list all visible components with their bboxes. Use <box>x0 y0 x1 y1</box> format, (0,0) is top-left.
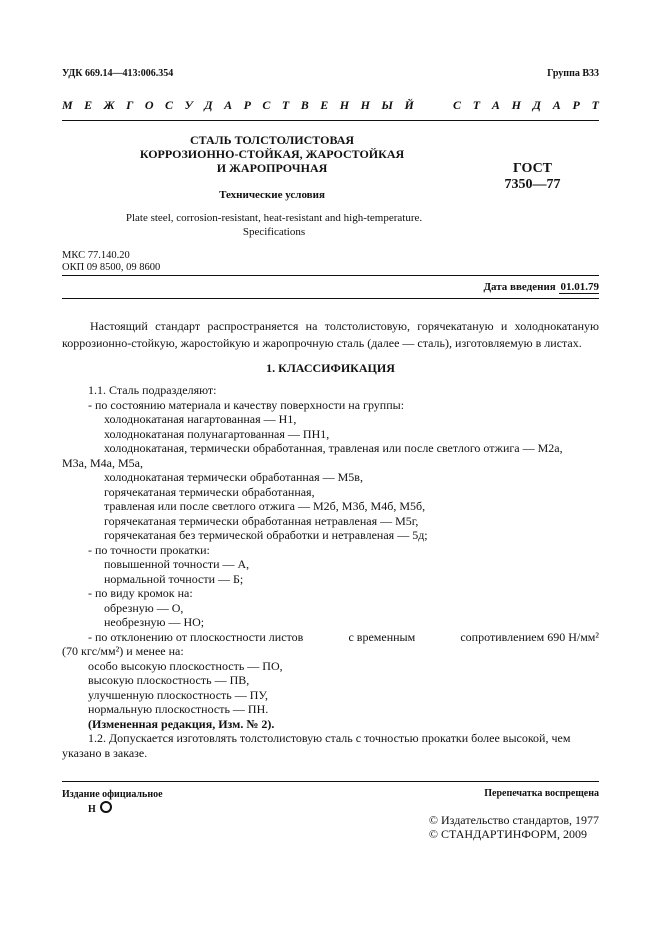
group-1-heading: - по состоянию материала и качеству поверхности на группы: <box>88 397 405 412</box>
intro-paragraph: Настоящий стандарт распространяется на толстолистовую, горячекатаную и холоднокатаную коррозионно-стойкую, жаростойкую и жаропрочную сталь (далее — сталь), изготовляемую в листах. <box>62 319 599 350</box>
header-rule <box>62 120 599 121</box>
ho-letter: Н <box>88 804 96 815</box>
group-3-heading: - по виду кромок на: <box>88 586 193 600</box>
gost-label: ГОСТ <box>512 161 553 176</box>
gost-number: 7350—77 <box>504 177 561 192</box>
list-item: необрезную — НО; <box>104 615 205 629</box>
group-code: Группа В33 <box>547 68 599 79</box>
reprint-notice: Перепечатка воспрещена <box>484 788 599 799</box>
english-title-line-1: Plate steel, corrosion-resistant, heat-resistant and high-temperature. <box>125 212 423 224</box>
english-title-line-2: Specifications <box>242 226 306 238</box>
ho-mark <box>62 801 163 816</box>
copyright-block <box>429 813 599 841</box>
group-4-heading-part: сопротивлением 690 Н/мм² <box>460 629 599 644</box>
udk-code: УДК 669.14—413:006.354 <box>62 68 174 79</box>
list-item: холоднокатаная, термически обработанная, травленая или после светлого отжига — М2а, <box>104 441 563 455</box>
classification-codes <box>62 250 160 274</box>
footer-rule <box>62 781 599 782</box>
list-item: улучшенную плоскостность — ПУ, <box>88 687 268 702</box>
group-4-heading-part: с временным <box>348 629 416 644</box>
amendment-note: (Измененная редакция, Изм. № 2). <box>88 716 275 731</box>
list-item-continued: М3а, М4а, М5а, <box>62 455 143 470</box>
title-line-3: И ЖАРОПРОЧНАЯ <box>216 161 328 175</box>
title-line-1: СТАЛЬ ТОЛСТОЛИСТОВАЯ <box>189 133 355 147</box>
list-item: обрезную — О, <box>104 600 184 615</box>
para-1-2-continued: указано в заказе. <box>62 745 148 760</box>
okp-code: ОКП 09 8500, 09 8600 <box>62 262 161 273</box>
mks-code: МКС 77.140.20 <box>62 250 130 261</box>
list-item: горячекатаная без термической обработки и нетравленая — 5д; <box>104 528 428 542</box>
copyright-line-2: © СТАНДАРТИНФОРМ, 2009 <box>428 827 588 841</box>
official-edition <box>62 788 163 816</box>
list-item: особо высокую плоскостность — ПО, <box>88 658 283 673</box>
section-body <box>62 383 599 760</box>
document-title <box>122 133 422 175</box>
group-4-heading-continued: (70 кгс/мм²) и менее на: <box>62 644 184 658</box>
codes-rule <box>62 275 599 276</box>
section-title: 1. КЛАССИФИКАЦИЯ <box>266 361 395 375</box>
introduction-date <box>483 281 599 293</box>
date-label: Дата введения <box>483 281 556 293</box>
list-item: нормальной точности — Б; <box>104 571 244 586</box>
interstate-word: М Е Ж Г О С У Д А Р С Т В Е Н Н Ы Й <box>62 98 414 112</box>
group-4-heading <box>62 630 599 645</box>
gost-designation <box>480 161 585 193</box>
list-item: высокую плоскостность — ПВ, <box>88 673 250 687</box>
list-item: травленая или после светлого отжига — М2б, М3б, М4б, М5б, <box>104 499 426 513</box>
list-item: холоднокатаная термически обработанная — М5в, <box>104 470 363 484</box>
list-item: холоднокатаная полунагартованная — ПН1, <box>104 426 330 441</box>
group-4-heading-part: - по отклонению от плоскостности листов <box>88 629 304 644</box>
para-1-1: 1.1. Сталь подразделяют: <box>88 383 217 397</box>
standard-banner <box>62 98 599 113</box>
date-rule <box>62 298 599 299</box>
subtitle: Технические условия <box>219 189 325 201</box>
para-1-2: 1.2. Допускается изготовлять толстолистовую сталь с точностью прокатки более высокой, чем <box>88 731 571 745</box>
title-line-2: КОРРОЗИОННО-СТОЙКАЯ, ЖАРОСТОЙКАЯ <box>139 147 405 161</box>
date-value: 01.01.79 <box>560 281 599 293</box>
list-item: повышенной точности — А, <box>104 557 250 571</box>
list-item: нормальную плоскостность — ПН. <box>88 702 269 716</box>
list-item: холоднокатаная нагартованная — Н1, <box>104 412 297 426</box>
official-edition-label: Издание официальное <box>62 789 163 800</box>
list-item: горячекатаная термически обработанная, <box>104 484 315 499</box>
copyright-line-1: © Издательство стандартов, 1977 <box>428 813 599 827</box>
group-2-heading: - по точности прокатки: <box>88 542 210 557</box>
list-item: горячекатаная термически обработанная нетравленая — М5г, <box>104 513 419 528</box>
english-title <box>94 211 454 239</box>
standard-word: С Т А Н Д А Р Т <box>453 98 599 112</box>
circle-icon <box>100 801 112 813</box>
